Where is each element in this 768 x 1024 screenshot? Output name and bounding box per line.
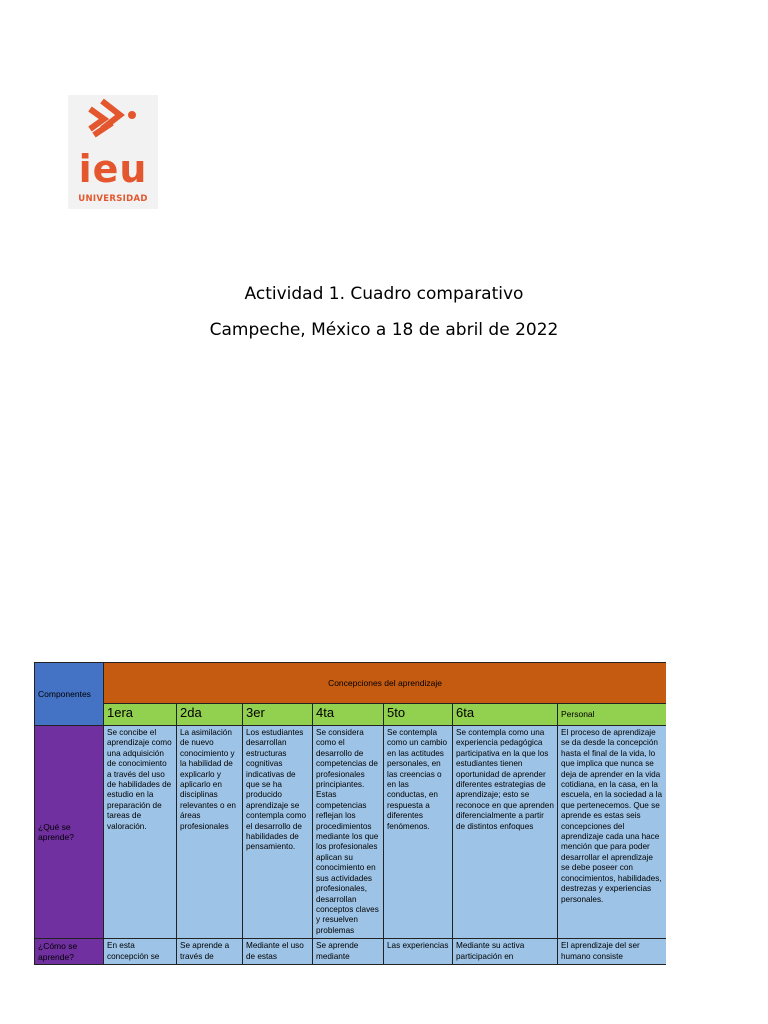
components-header: Componentes [35, 663, 104, 726]
column-header-3er: 3er [243, 704, 313, 726]
table-row [35, 939, 667, 965]
column-header-4ta: 4ta [313, 704, 384, 726]
row-label-como-se-aprende: ¿Cómo se aprende? [35, 939, 104, 965]
table-cell: En esta concepción se [104, 939, 177, 965]
table-cell: La asimilación de nuevo conocimiento y la habilidad de explicarlo y aplicarlo en disciplinas relevantes o en áreas profesionales [177, 726, 243, 939]
column-header-personal: Personal [558, 704, 667, 726]
column-header-5to: 5to [384, 704, 453, 726]
column-header-6ta: 6ta [453, 704, 558, 726]
column-header-2da: 2da [177, 704, 243, 726]
table-cell: Los estudiantes desarrollan estructuras cognitivas indicativas de que se ha producido aprendizaje se contempla como el desarrollo de habilidades de pensamiento. [243, 726, 313, 939]
row-label-que-se-aprende: ¿Qué se aprende? [35, 726, 104, 939]
table-cell: Se contempla como una experiencia pedagógica participativa en la que los estudiantes tienen oportunidad de aprender diferentes estrategias de aprendizaje; esto se reconoce en que aprenden diferencialmente a partir de distintos enfoques [453, 726, 558, 939]
column-header-1era: 1era [104, 704, 177, 726]
logo-chevrons-icon [68, 95, 158, 155]
table-cell: Se considera como el desarrollo de competencias de profesionales principiantes. Estas competencias reflejan los procedimientos mediante los que los profesionales aplican su conocimiento en sus actividades profesionales, desarrollan conceptos claves y resuelven problemas [313, 726, 384, 939]
table-row [35, 726, 667, 939]
table-cell: Mediante su activa participación en [453, 939, 558, 965]
logo-subtitle: UNIVERSIDAD [78, 194, 148, 204]
document-title: Actividad 1. Cuadro comparativo [244, 284, 524, 304]
concepciones-header: Concepciones del aprendizaje [104, 663, 667, 704]
table-cell: Se concibe el aprendizaje como una adquisición de conocimiento a través del uso de habilidades de estudio en la preparación de tareas de valoración. [104, 726, 177, 939]
table-cell: Se contempla como un cambio en las actitudes personales, en las creencias o en las conductas, en respuesta a diferentes fenómenos. [384, 726, 453, 939]
table-cell: El aprendizaje del ser humano consiste [558, 939, 667, 965]
comparison-table [34, 662, 666, 965]
table-cell: Las experiencias [384, 939, 453, 965]
table-cell: Se aprende a través de [177, 939, 243, 965]
ieu-logo [68, 95, 158, 209]
table-cell: El proceso de aprendizaje se da desde la concepción hasta el final de la vida, lo que implica que nunca se deja de aprender en la vida cotidiana, en la casa, en la escuela, en la sociedad a la que pertenecemos. Que se aprende es estas seis concepciones del aprendizaje cada una hace mención que para poder desarrollar el aprendizaje se debe poseer con conocimientos, habilidades, destrezas y experiencias personales. [558, 726, 667, 939]
logo-wordmark: ieu [78, 147, 148, 191]
table-cell: Se aprende mediante [313, 939, 384, 965]
table-cell: Mediante el uso de estas [243, 939, 313, 965]
comparison-table-wrapper [34, 662, 666, 1024]
document-place-date: Campeche, México a 18 de abril de 2022 [209, 320, 559, 340]
